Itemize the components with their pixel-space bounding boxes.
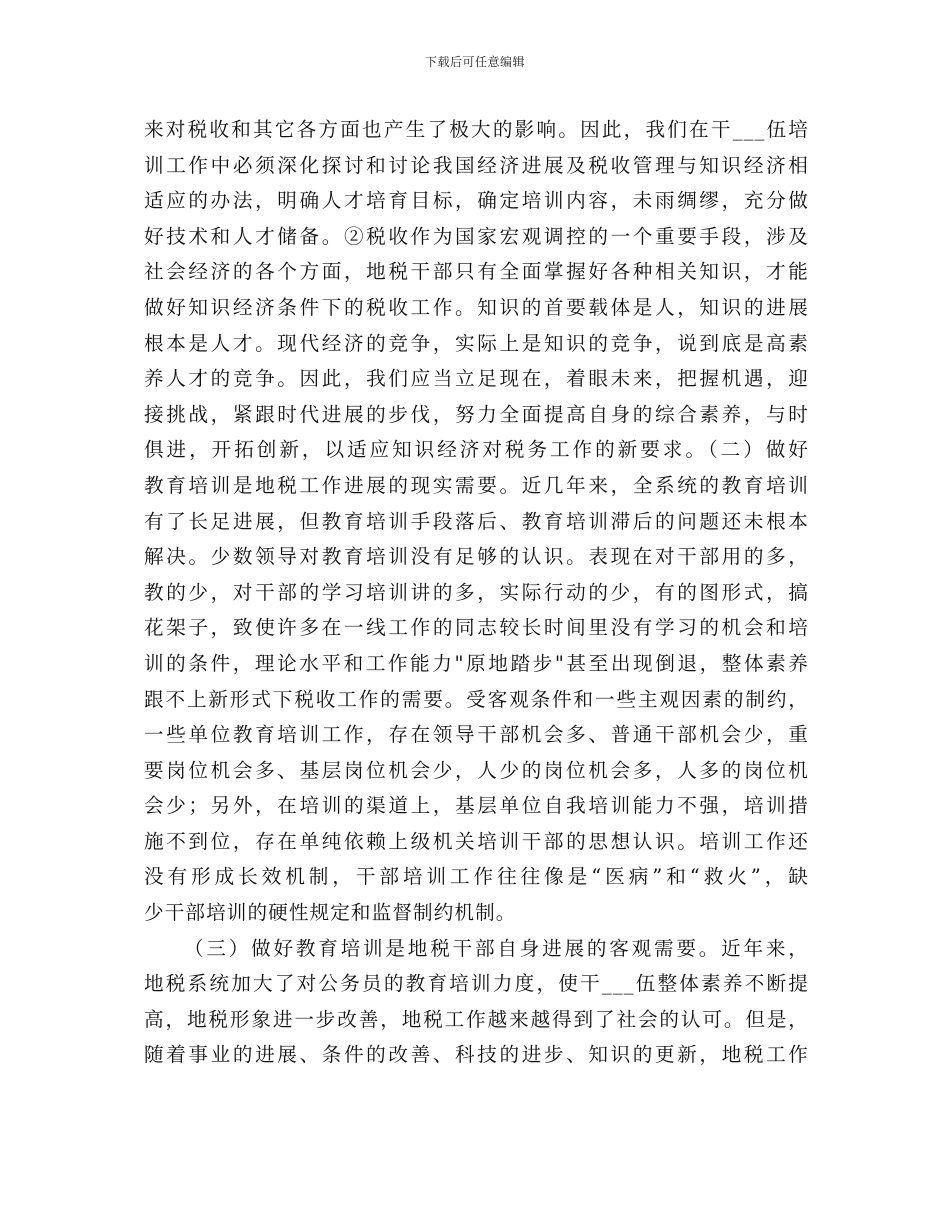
text-line: 少干部培训的硬性规定和监督制约机制。 [144, 901, 517, 925]
text-line: 跟不上新形式下税收工作的需要。受客观条件和一些主观因素的制约， [144, 687, 809, 711]
page-header: 下载后可任意编辑 [424, 55, 525, 69]
text-line: 训工作中必须深化探讨和讨论我国经济进展及税收管理与知识经济相 [144, 153, 809, 177]
text-line: 好技术和人才储备。②税收作为国家宏观调控的一个重要手段，涉及 [144, 224, 809, 248]
text-line: 养人才的竞争。因此，我们应当立足现在，着眼未来，把握机遇，迎 [144, 367, 809, 391]
text-line: 解决。少数领导对教育培训没有足够的认识。表现在对干部用的多， [144, 545, 809, 569]
text-line: 社会经济的各个方面，地税干部只有全面掌握好各种相关知识，才能 [144, 260, 809, 284]
text-line: 要岗位机会多、基层岗位机会少，人少的岗位机会多，人多的岗位机 [144, 758, 809, 782]
text-line: 地税系统加大了对公务员的教育培训力度，使干___伍整体素养不断提 [144, 972, 809, 996]
text-line: 俱进，开拓创新，以适应知识经济对税务工作的新要求。（二）做好 [144, 438, 809, 462]
text-line: 根本是人才。现代经济的竞争，实际上是知识的竞争，说到底是高素 [144, 331, 809, 355]
document-body [144, 112, 809, 1073]
text-line: 做好知识经济条件下的税收工作。知识的首要载体是人，知识的进展 [144, 295, 809, 319]
text-line: 接挑战，紧跟时代进展的步伐，努力全面提高自身的综合素养，与时 [144, 402, 809, 426]
text-line: 花架子，致使许多在一线工作的同志较长时间里没有学习的机会和培 [144, 616, 809, 640]
text-line: 施不到位，存在单纯依赖上级机关培训干部的思想认识。培训工作还 [144, 829, 809, 853]
text-line: 高，地税形象进一步改善，地税工作越来越得到了社会的认可。但是， [144, 1007, 809, 1031]
text-line: 一些单位教育培训工作，存在领导干部机会多、普通干部机会少，重 [144, 723, 809, 747]
text-line: 适应的办法，明确人才培育目标，确定培训内容，未雨绸缪，充分做 [144, 189, 809, 213]
text-line: 没有形成长效机制，干部培训工作往往像是“医病”和“救火”，缺 [144, 865, 809, 889]
text-line: 教的少，对干部的学习培训讲的多，实际行动的少，有的图形式，搞 [144, 580, 809, 604]
paragraph-start-line: （三）做好教育培训是地税干部自身进展的客观需要。近年来， [184, 936, 809, 960]
text-line: 随着事业的进展、条件的改善、科技的进步、知识的更新，地税工作 [144, 1043, 809, 1067]
text-line: 会少；另外，在培训的渠道上，基层单位自我培训能力不强，培训措 [144, 794, 809, 818]
text-line: 教育培训是地税工作进展的现实需要。近几年来，全系统的教育培训 [144, 473, 809, 497]
text-line: 来对税收和其它各方面也产生了极大的影响。因此，我们在干___伍培 [144, 118, 809, 141]
text-line: 训的条件，理论水平和工作能力"原地踏步"甚至出现倒退，整体素养 [144, 651, 809, 675]
text-line: 有了长足进展，但教育培训手段落后、教育培训滞后的问题还未根本 [144, 509, 809, 533]
